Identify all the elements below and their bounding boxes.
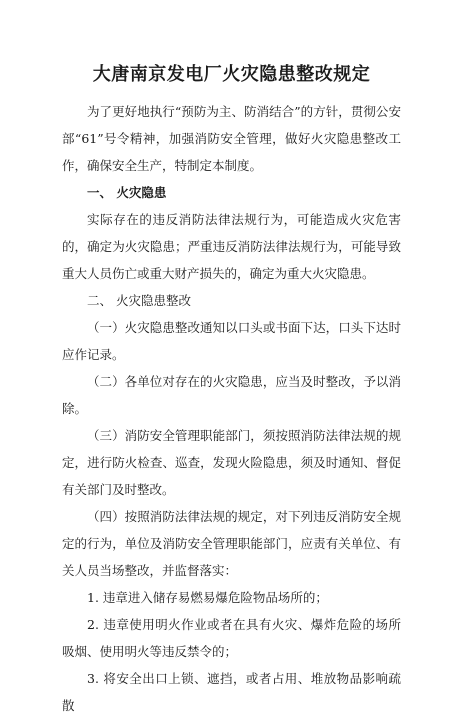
list-item-3: 3. 将安全出口上锁、遮挡，或者占用、堆放物品影响疏散	[62, 671, 401, 713]
document-title: 大唐南京发电厂火灾隐患整改规定	[92, 64, 371, 85]
list-item-2: 2. 违章使用明火作业或者在具有火灾、爆炸危险的场所吸烟、使用明火等违反禁令的；	[62, 617, 401, 659]
section-1-text: 实际存在的违反消防法律法规行为，可能造成火灾危害的，确定为火灾隐患；严重违反消防法律法规行为，可能导致重大人员伤亡或重大财产损失的，确定为重大火灾隐患。	[62, 212, 401, 281]
section-2-paragraph-3: （三）消防安全管理职能部门，须按照消防法律法规的规定，进行防火检查、巡查，发现火险隐患，须及时通知、督促有关部门及时整改。	[62, 428, 401, 497]
section-2-paragraph-4: （四）按照消防法律法规的规定，对下列违反消防安全规定的行为，单位及消防安全管理职能部门，应责有关单位、有关人员当场整改，并监督落实：	[62, 509, 401, 578]
list-item-1: 1. 违章进入储存易燃易爆危险物品场所的；	[87, 590, 328, 605]
section-2-paragraph-1: （一）火灾隐患整改通知以口头或书面下达，口头下达时应作记录。	[62, 320, 401, 362]
section-2-heading: 二、 火灾隐患整改	[87, 293, 191, 308]
section-2-paragraph-2: （二）各单位对存在的火灾隐患，应当及时整改，予以消除。	[62, 374, 401, 416]
section-1-heading: 一、 火灾隐患	[87, 185, 167, 200]
intro-paragraph: 为了更好地执行“预防为主、防消结合”的方针，贯彻公安部“61”号令精神，加强消防安全管理，做好火灾隐患整改工作，确保安全生产，特制定本制度。	[62, 104, 401, 173]
